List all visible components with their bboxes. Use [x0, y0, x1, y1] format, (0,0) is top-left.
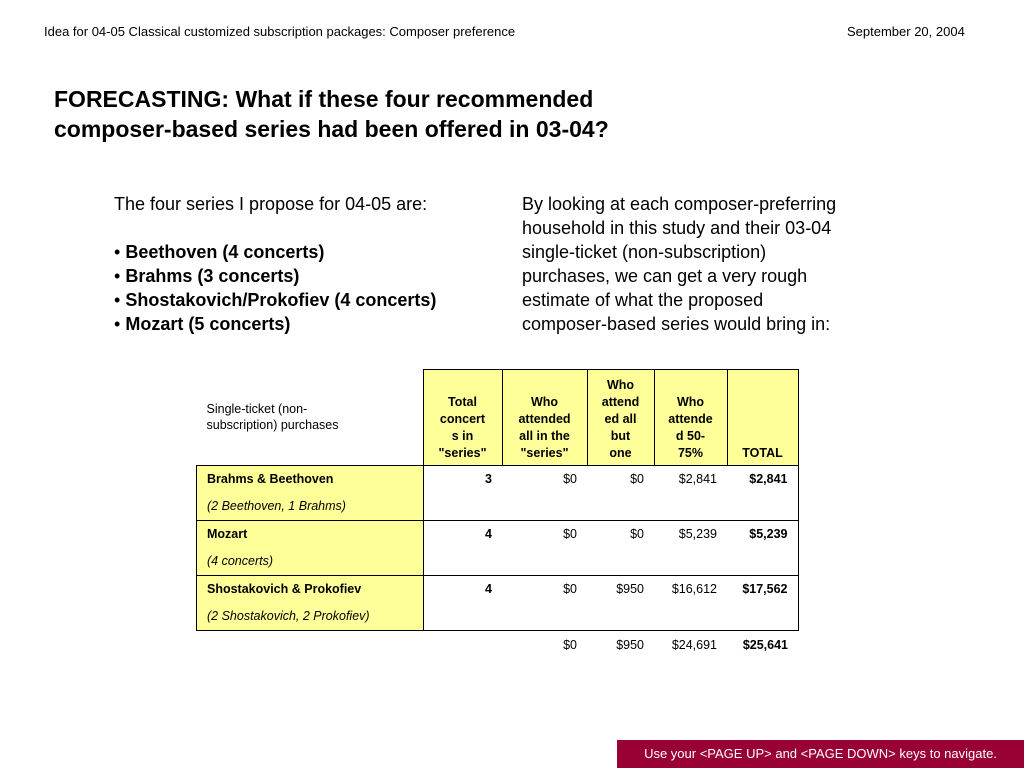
total-attended-all: $0	[563, 638, 577, 652]
col-header-total-concerts: Total concert s in "series"	[423, 370, 502, 466]
col-header-attended-50-75: Who attende d 50- 75%	[654, 370, 727, 466]
series-detail: (2 Shostakovich, 2 Prokofiev)	[197, 603, 424, 631]
table-row	[197, 465, 799, 493]
navigation-hint: Use your <PAGE UP> and <PAGE DOWN> keys to navigate.	[617, 740, 1024, 768]
table-row-sub	[197, 493, 799, 521]
table-row	[197, 520, 799, 548]
page-title	[54, 84, 754, 144]
cell-attended-half: $5,239	[654, 520, 727, 548]
series-name: Shostakovich & Prokofiev	[197, 575, 424, 603]
series-detail: (2 Beethoven, 1 Brahms)	[197, 493, 424, 521]
bullet: •	[114, 266, 121, 286]
series-item: • Beethoven (4 concerts)	[114, 242, 325, 262]
table-row-sub	[197, 603, 799, 631]
header-date: September 20, 2004	[847, 24, 965, 39]
cell-attended-all-but-one: $0	[587, 465, 654, 493]
cell-attended-all: $0	[502, 575, 587, 603]
total-attended-all-but-one: $950	[616, 638, 644, 652]
col-header-attended-all: Who attended all in the "series"	[502, 370, 587, 466]
title-line-1: FORECASTING: What if these four recommended	[54, 86, 594, 112]
series-name: Mozart	[197, 520, 424, 548]
series-name: Brahms & Beethoven	[197, 465, 424, 493]
table-header-row	[197, 370, 799, 466]
bullet: •	[114, 242, 121, 262]
cell-concerts: 4	[423, 520, 502, 548]
cell-attended-half: $16,612	[654, 575, 727, 603]
col-header-total: TOTAL	[727, 370, 798, 466]
table-row-sub	[197, 548, 799, 576]
cell-attended-all: $0	[502, 465, 587, 493]
forecast-table	[196, 369, 799, 660]
method-description: By looking at each composer-preferring household in this study and their 03-04 single-ticket (non-subscription) purchases, we can get a very rough estimate of what the proposed composer-based series would bring in:	[522, 194, 837, 334]
cell-concerts: 3	[423, 465, 502, 493]
series-proposal	[114, 192, 514, 336]
bullet: •	[114, 314, 121, 334]
cell-total: $17,562	[727, 575, 798, 603]
totals-row	[197, 630, 799, 660]
table-row-label-header: Single-ticket (non- subscription) purchases	[206, 402, 339, 432]
total-attended-half: $24,691	[671, 638, 717, 652]
series-item: • Brahms (3 concerts)	[114, 266, 300, 286]
cell-total: $2,841	[727, 465, 798, 493]
series-detail: (4 concerts)	[197, 548, 424, 576]
col-header-attended-all-but-one: Who attend ed all but one	[587, 370, 654, 466]
header-left: Idea for 04-05 Classical customized subscription packages: Composer preference	[44, 24, 516, 39]
cell-attended-half: $2,841	[654, 465, 727, 493]
cell-attended-all: $0	[502, 520, 587, 548]
title-line-2: composer-based series had been offered in 03-04?	[54, 116, 609, 142]
grand-total: $25,641	[742, 638, 788, 652]
table-row	[197, 575, 799, 603]
cell-total: $5,239	[727, 520, 798, 548]
cell-attended-all-but-one: $950	[587, 575, 654, 603]
cell-concerts: 4	[423, 575, 502, 603]
series-item: • Mozart (5 concerts)	[114, 314, 291, 334]
bullet: •	[114, 290, 121, 310]
cell-attended-all-but-one: $0	[587, 520, 654, 548]
series-intro: The four series I propose for 04-05 are:	[114, 194, 428, 214]
series-item: • Shostakovich/Prokofiev (4 concerts)	[114, 290, 437, 310]
